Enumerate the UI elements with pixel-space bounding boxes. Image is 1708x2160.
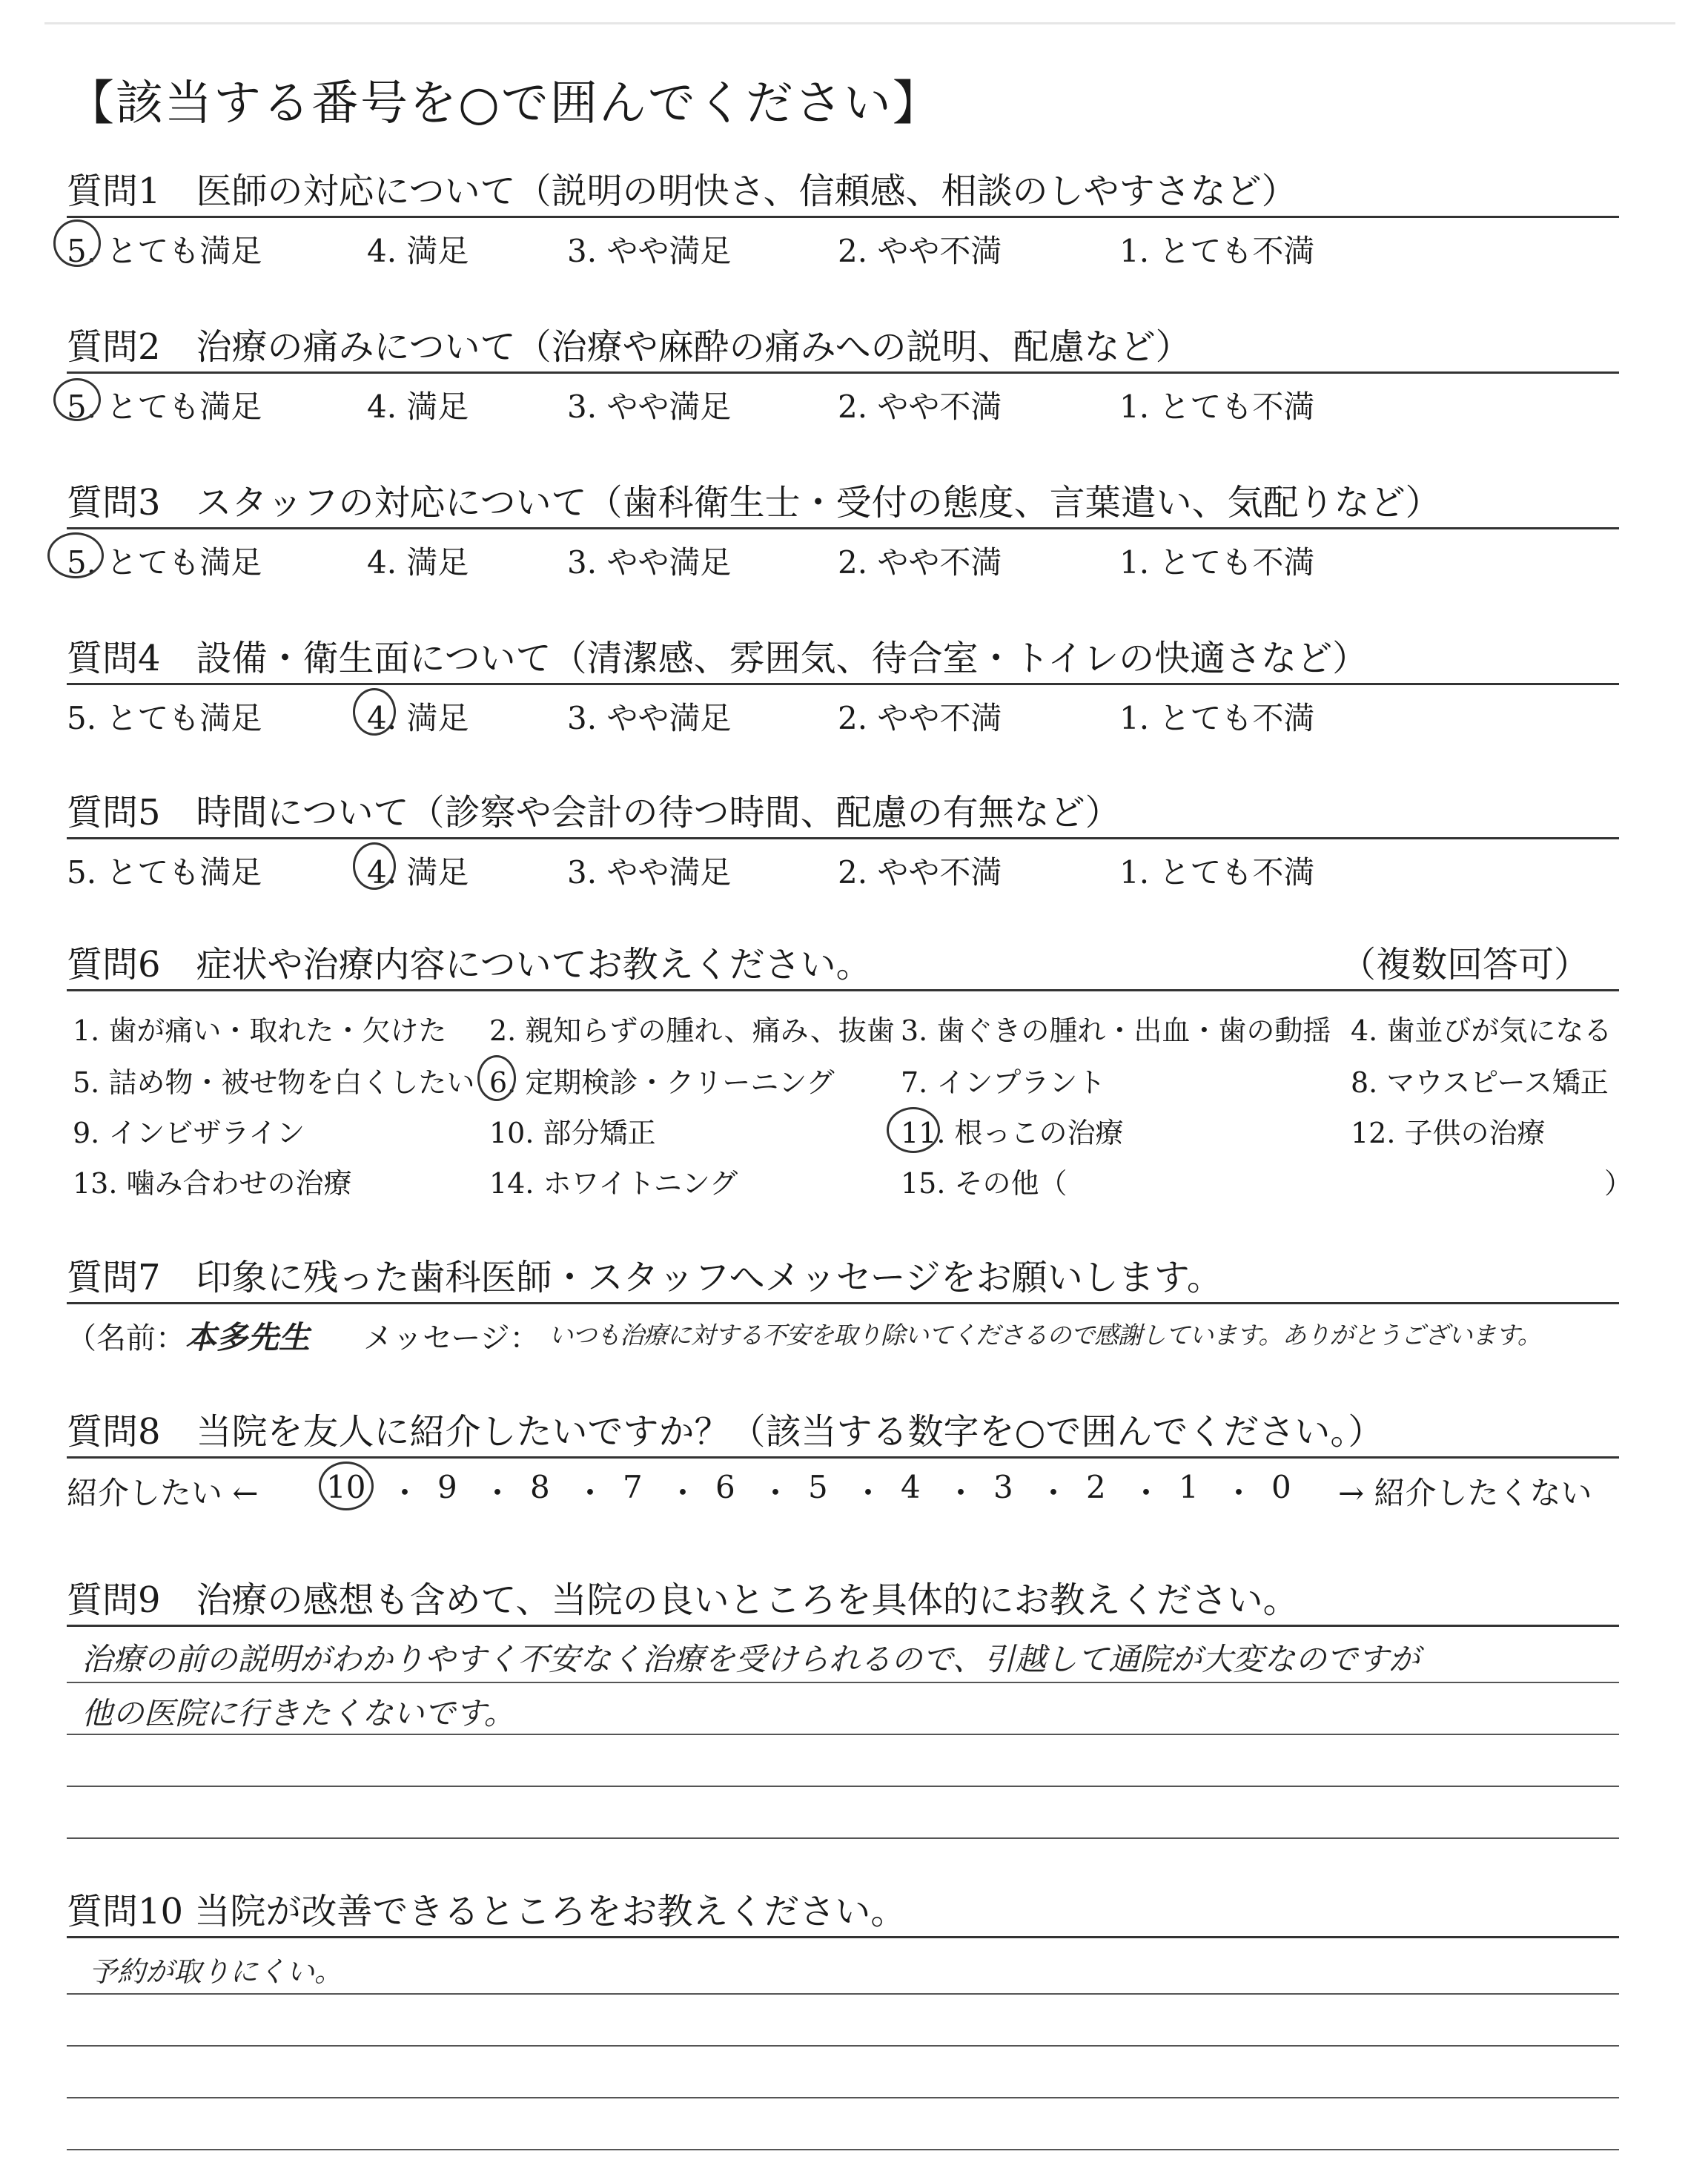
- scale-dot: ・: [667, 1475, 699, 1511]
- symptom-option[interactable]: 7. インプラント: [901, 1066, 1106, 1099]
- message-row: [67, 1304, 1619, 1360]
- symptom-option[interactable]: 11. 根っこの治療: [901, 1117, 1124, 1149]
- symptom-option[interactable]: 2. 親知らずの腫れ、痛み、抜歯: [489, 1014, 895, 1047]
- question-5: [67, 788, 1619, 891]
- scale-dot: ・: [482, 1475, 514, 1511]
- option-4[interactable]: 4. 満足: [367, 854, 469, 891]
- answer-rule: [67, 2045, 1619, 2047]
- option-4[interactable]: 4. 満足: [367, 544, 469, 581]
- improvement-answer[interactable]: 予約が取りにくい。: [89, 1955, 343, 1988]
- option-2[interactable]: 2. やや不満: [838, 700, 1002, 736]
- symptom-option[interactable]: 5. 詰め物・被せ物を白くしたい: [73, 1066, 475, 1099]
- question-6: [67, 940, 1633, 1206]
- scale-dot: ・: [853, 1475, 884, 1511]
- option-5[interactable]: 5. とても満足: [67, 544, 262, 581]
- multiple-answer-note: （複数回答可）: [1340, 944, 1589, 985]
- scale-dot: ・: [760, 1475, 792, 1511]
- scale-8[interactable]: 8: [530, 1469, 550, 1505]
- option-1[interactable]: 1. とても不満: [1119, 700, 1315, 736]
- selection-circle: [53, 219, 101, 267]
- question-7: [67, 1253, 1619, 1360]
- selection-circle: [47, 532, 104, 578]
- selection-circle: [53, 378, 101, 421]
- rating-options: [67, 839, 1619, 891]
- answer-rule: [67, 2149, 1619, 2150]
- question-9: [67, 1576, 1619, 1627]
- answer-rule: [67, 1993, 1619, 1995]
- question-title: 質問7 印象に残った歯科医師・スタッフへメッセージをお願いします。: [67, 1257, 1222, 1298]
- question-title: 質問10 当院が改善できるところをお教えください。: [67, 1891, 907, 1932]
- question-title: 質問5 時間について（診察や会計の待つ時間、配慮の有無など）: [67, 792, 1121, 833]
- recommend-scale: [67, 1459, 1619, 1510]
- rating-options: [67, 374, 1619, 426]
- message-label: メッセージ：: [363, 1321, 540, 1355]
- scale-dot: ・: [575, 1475, 606, 1511]
- option-2[interactable]: 2. やや不満: [838, 389, 1002, 425]
- option-5[interactable]: 5. とても満足: [67, 389, 262, 425]
- scale-2[interactable]: 2: [1086, 1469, 1106, 1505]
- option-4[interactable]: 4. 満足: [367, 389, 469, 425]
- scale-1[interactable]: 1: [1179, 1469, 1199, 1505]
- message-value[interactable]: いつも治療に対する不安を取り除いてくださるので感謝しています。ありがとうございます。: [549, 1321, 1541, 1350]
- selection-circle: [477, 1055, 516, 1101]
- scale-6[interactable]: 6: [715, 1469, 735, 1505]
- option-1[interactable]: 1. とても不満: [1119, 389, 1315, 425]
- symptom-option[interactable]: 10. 部分矯正: [489, 1117, 656, 1149]
- symptom-options: [67, 991, 1633, 1206]
- rating-options: [67, 685, 1619, 737]
- question-title: 質問9 治療の感想も含めて、当院の良いところを具体的にお教えください。: [67, 1579, 1299, 1621]
- option-1[interactable]: 1. とても不満: [1119, 544, 1315, 581]
- question-rule: [67, 1936, 1619, 1938]
- rating-options: [67, 218, 1619, 270]
- scale-5[interactable]: 5: [808, 1469, 828, 1505]
- option-3[interactable]: 3. やや満足: [567, 389, 732, 425]
- question-4: [67, 634, 1619, 737]
- scale-0[interactable]: 0: [1271, 1469, 1291, 1505]
- question-1: [67, 167, 1619, 270]
- scale-9[interactable]: 9: [437, 1469, 457, 1505]
- symptom-option[interactable]: 1. 歯が痛い・取れた・欠けた: [73, 1014, 447, 1047]
- top-edge-line: [44, 22, 1675, 24]
- scale-dot: ・: [1038, 1475, 1070, 1511]
- question-title: 質問1 医師の対応について（説明の明快さ、信頼感、相談のしやすさなど）: [67, 171, 1297, 212]
- scale-dot: ・: [1223, 1475, 1255, 1511]
- question-title: 質問4 設備・衛生面について（清潔感、雰囲気、待合室・トイレの快適さなど）: [67, 638, 1368, 679]
- answer-rule: [67, 2097, 1619, 2098]
- scale-3[interactable]: 3: [993, 1469, 1013, 1505]
- scale-dot: ・: [389, 1475, 421, 1511]
- symptom-option[interactable]: 3. 歯ぐきの腫れ・出血・歯の動揺: [901, 1014, 1331, 1047]
- answer-line-2[interactable]: 他の医院に行きたくないです。: [82, 1695, 515, 1731]
- option-5[interactable]: 5. とても満足: [67, 700, 262, 736]
- symptom-option[interactable]: 12. 子供の治療: [1351, 1117, 1546, 1149]
- question-title: 質問6 症状や治療内容についてお教えください。: [67, 944, 872, 985]
- option-3[interactable]: 3. やや満足: [567, 700, 732, 736]
- question-3: [67, 478, 1619, 581]
- option-3[interactable]: 3. やや満足: [567, 854, 732, 891]
- answer-rule: [67, 1786, 1619, 1787]
- scale-dot: ・: [1131, 1475, 1162, 1511]
- option-2[interactable]: 2. やや不満: [838, 854, 1002, 891]
- scale-dot: ・: [945, 1475, 977, 1511]
- option-5[interactable]: 5. とても満足: [67, 854, 262, 891]
- scale-7[interactable]: 7: [623, 1469, 643, 1505]
- name-label: （名前：: [67, 1321, 185, 1355]
- rating-options: [67, 529, 1619, 581]
- scale-10[interactable]: 10: [326, 1469, 366, 1505]
- option-1[interactable]: 1. とても不満: [1119, 233, 1315, 269]
- question-title: 質問8 当院を友人に紹介したいですか？（該当する数字を○で囲んでください。）: [67, 1411, 1384, 1453]
- selection-circle: [319, 1462, 374, 1510]
- option-1[interactable]: 1. とても不満: [1119, 854, 1315, 891]
- question-title: 質問3 スタッフの対応について（歯科衛生士・受付の態度、言葉遣い、気配りなど）: [67, 482, 1441, 524]
- scale-4[interactable]: 4: [901, 1469, 921, 1505]
- question-rule: [67, 1625, 1619, 1627]
- question-title: 質問2 治療の痛みについて（治療や麻酔の痛みへの説明、配慮など）: [67, 326, 1191, 368]
- symptom-option[interactable]: 8. マウスピース矯正: [1351, 1066, 1609, 1099]
- symptom-option[interactable]: 14. ホワイトニング: [489, 1167, 738, 1200]
- question-10: [67, 1887, 1619, 1938]
- answer-rule: [67, 1734, 1619, 1735]
- question-2: [67, 323, 1619, 426]
- name-value[interactable]: 本多先生: [185, 1319, 311, 1355]
- option-3[interactable]: 3. やや満足: [567, 544, 732, 581]
- option-4[interactable]: 4. 満足: [367, 700, 469, 736]
- question-8: [67, 1407, 1619, 1510]
- symptom-option[interactable]: 4. 歯並びが気になる: [1351, 1014, 1612, 1047]
- answer-line-1[interactable]: 治療の前の説明がわかりやすく不安なく治療を受けられるので、引越して通院が大変なのですが: [82, 1641, 1420, 1677]
- symptom-option[interactable]: 15. その他（: [901, 1167, 1068, 1200]
- option-3[interactable]: 3. やや満足: [567, 233, 732, 269]
- page-heading: 【該当する番号を○で囲んでください】: [67, 76, 941, 131]
- answer-rule: [67, 1682, 1619, 1683]
- option-4[interactable]: 4. 満足: [367, 233, 469, 269]
- selection-circle: [353, 688, 396, 736]
- symptom-option[interactable]: 13. 噛み合わせの治療: [73, 1167, 352, 1200]
- symptom-option[interactable]: 9. インビザライン: [73, 1117, 305, 1149]
- selection-circle: [887, 1107, 940, 1153]
- scale-right-label: → 紹介したくない: [1338, 1475, 1592, 1511]
- option-2[interactable]: 2. やや不満: [838, 544, 1002, 581]
- symptom-option[interactable]: 6. 定期検診・クリーニング: [489, 1066, 835, 1099]
- close-paren: ）: [1604, 1167, 1633, 1200]
- selection-circle: [353, 842, 396, 890]
- scale-left-label: 紹介したい ←: [67, 1475, 259, 1511]
- answer-rule: [67, 1837, 1619, 1839]
- option-2[interactable]: 2. やや不満: [838, 233, 1002, 269]
- option-5[interactable]: 5. とても満足: [67, 233, 262, 269]
